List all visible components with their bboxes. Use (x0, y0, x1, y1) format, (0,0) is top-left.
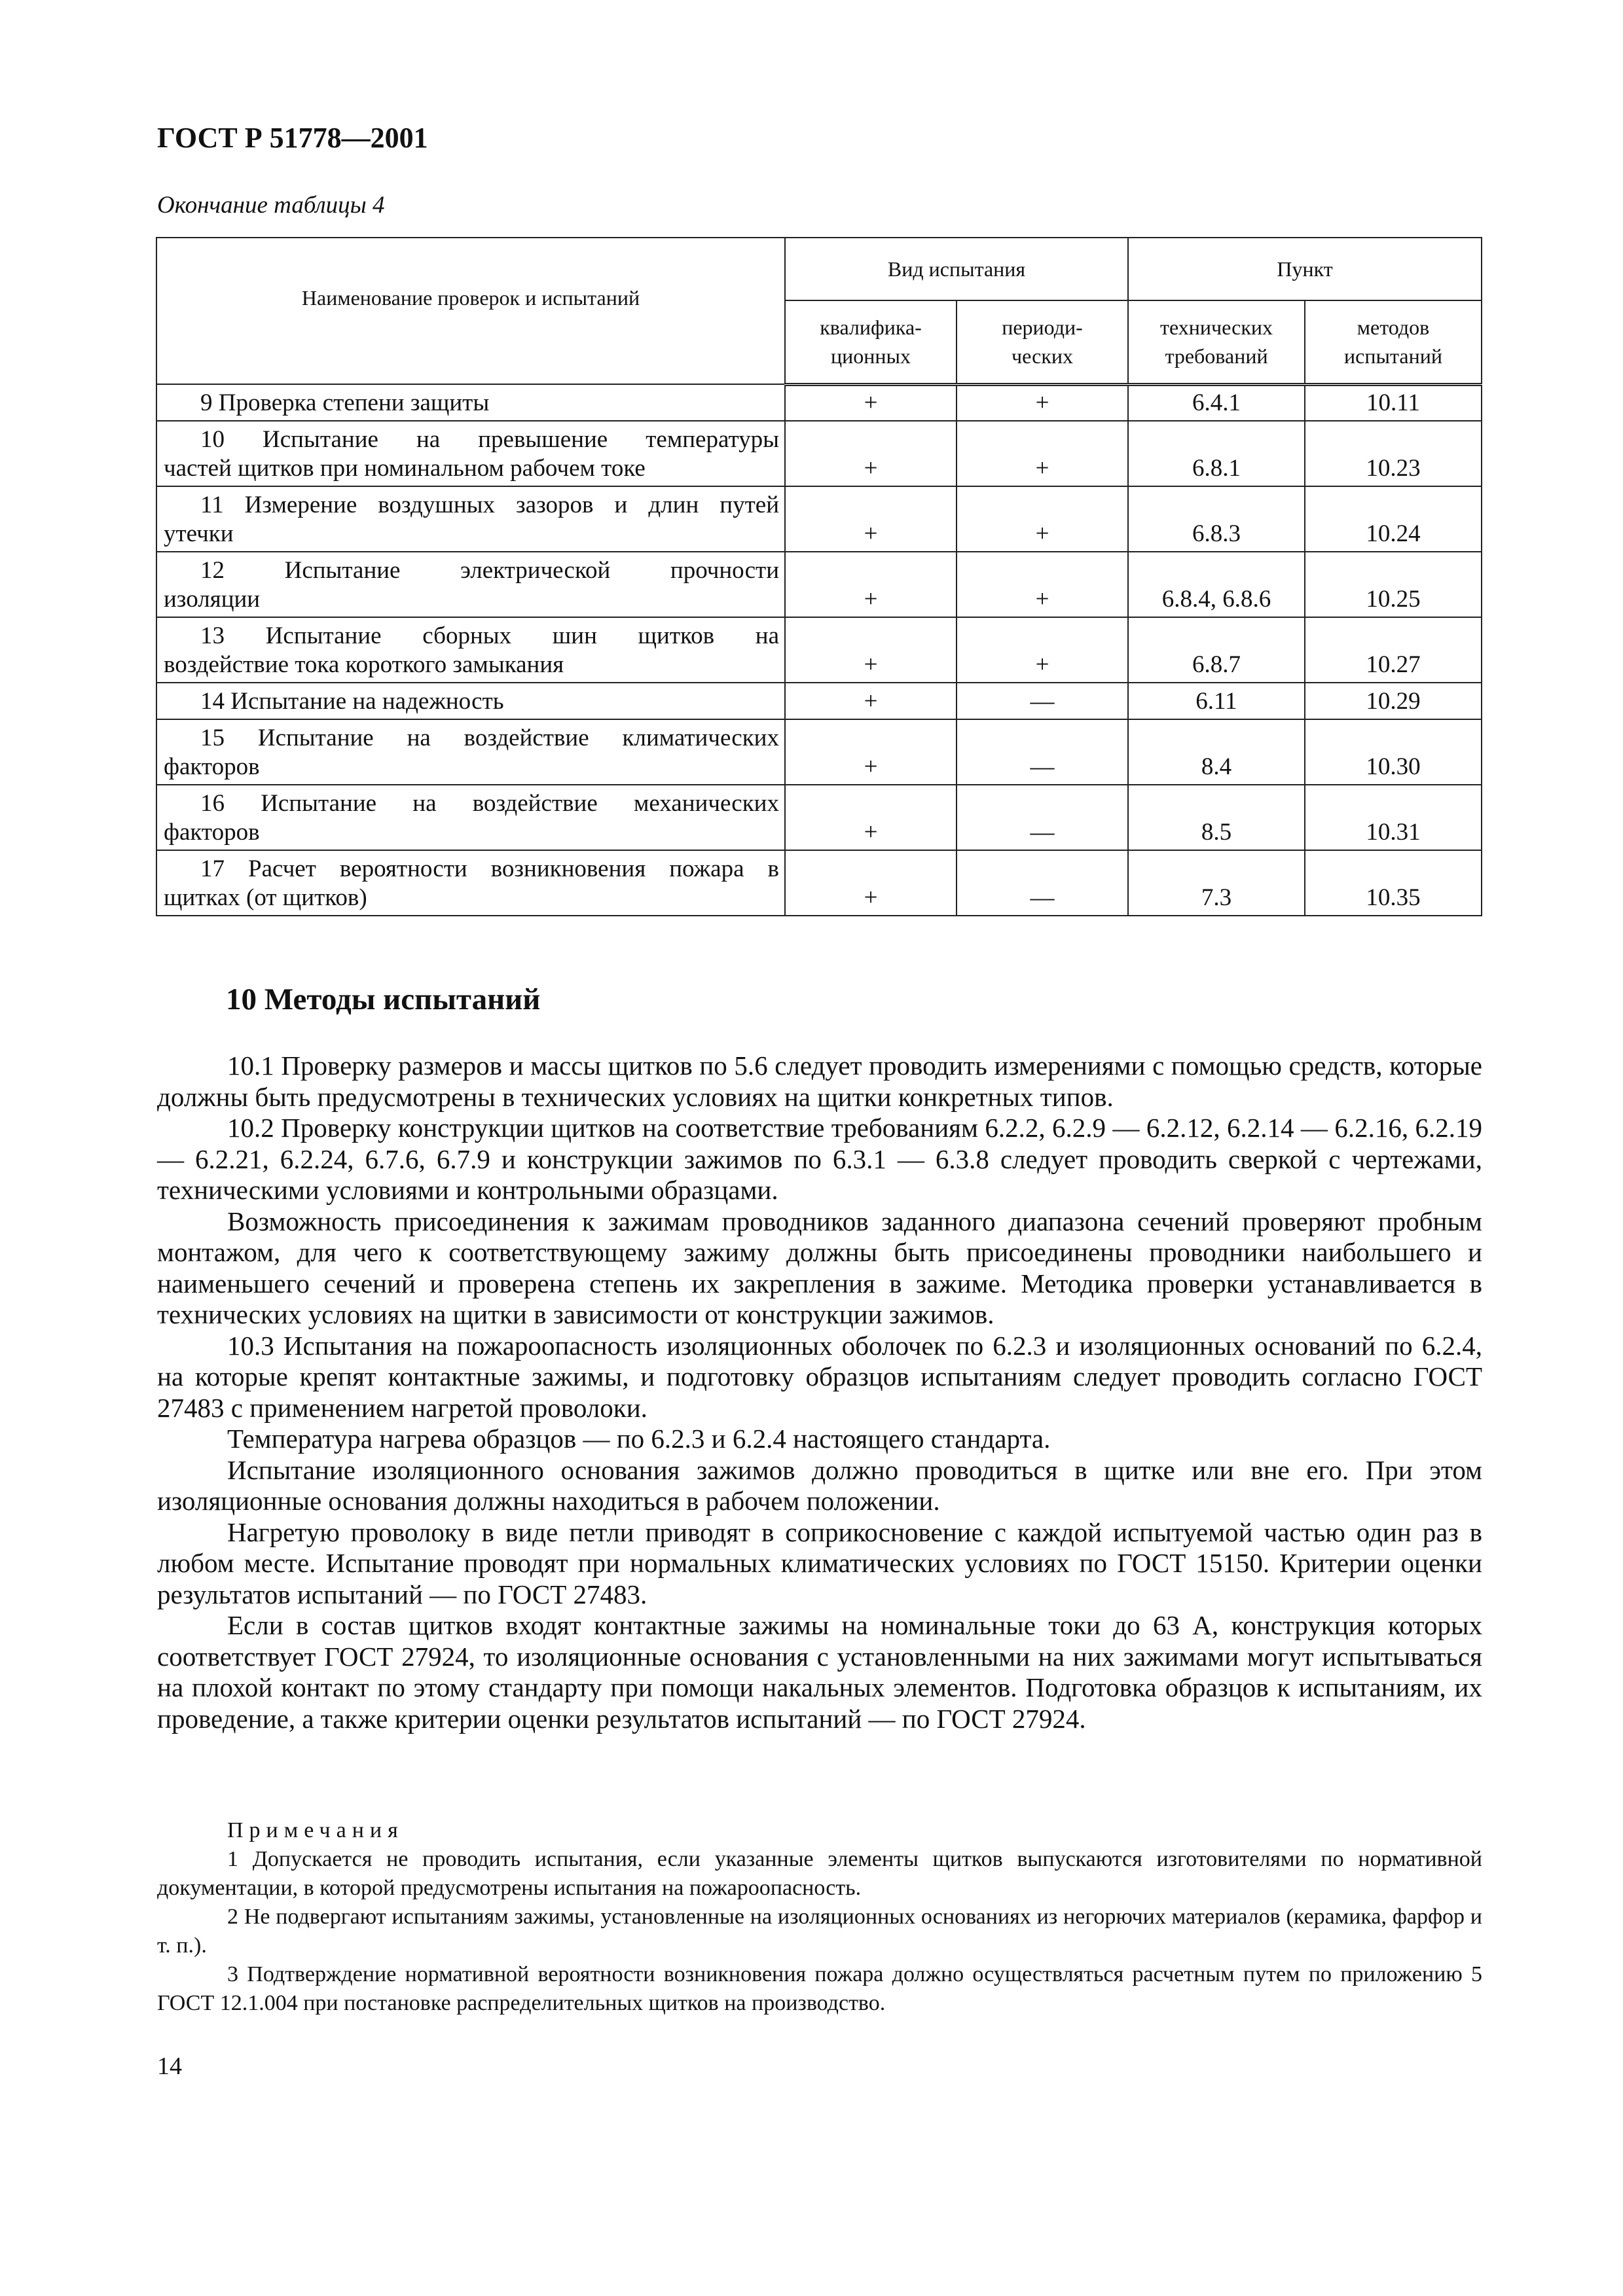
cell-test-name-line: 13 Испытание сборных шин щитков на (200, 622, 779, 649)
cell-test-name-line: 14 Испытание на надежность (200, 688, 504, 715)
cell-test-methods: 10.30 (1305, 719, 1482, 785)
cell-test-methods: 10.31 (1305, 785, 1482, 850)
cell-test-name-line: 9 Проверка степени защиты (200, 389, 490, 416)
paragraph: 10.3 Испытания на пожароопасность изоляционных оболочек по 6.2.3 и изоляционных оснований по 6.2.4, на которые крепят контактные зажимы, и подготовку образцов испытаниям следует проводить согласно ГОСТ 27483 с применением нагретой проволоки. (157, 1330, 1482, 1423)
cell-tech-requirements: 6.4.1 (1128, 384, 1305, 421)
cell-test-name (156, 617, 785, 683)
table-row (156, 617, 1482, 683)
cell-tech-requirements: 8.4 (1128, 719, 1305, 785)
cell-qualification: + (785, 421, 957, 486)
header-test-methods: методов испытаний (1305, 300, 1482, 384)
header-tech-requirements: технических требований (1128, 300, 1305, 384)
cell-test-name-line: факторов (164, 819, 260, 846)
cell-test-name-line: факторов (164, 753, 260, 780)
cell-test-name-line: изоляции (164, 586, 261, 613)
cell-test-name-line: 12 Испытание электрической прочности (200, 557, 779, 584)
cell-test-name-line: 11 Измерение воздушных зазоров и длин путей (200, 492, 779, 518)
cell-test-name-line: 15 Испытание на воздействие климатических (200, 725, 779, 751)
cell-test-methods: 10.27 (1305, 617, 1482, 683)
cell-periodic: — (957, 683, 1128, 719)
cell-test-name-line: 17 Расчет вероятности возникновения пожара в (200, 855, 779, 882)
cell-test-name (156, 552, 785, 617)
cell-qualification: + (785, 552, 957, 617)
cell-test-name (156, 421, 785, 486)
paragraph: Если в состав щитков входят контактные зажимы на номинальные токи до 63 А, конструкция которых соответствует ГОСТ 27924, то изоляционные основания с установленными на них зажимами могут испытываться на плохой контакт по этому стандарту при помощи накальных элементов. Подготовка образцов к испытаниям, их проведение, а также критерии оценки результатов испытаний — по ГОСТ 27924. (157, 1610, 1482, 1734)
cell-test-name (156, 683, 785, 719)
cell-test-methods: 10.23 (1305, 421, 1482, 486)
paragraph: Испытание изоляционного основания зажимов должно проводиться в щитке или вне его. При этом изоляционные основания должны находиться в рабочем положении. (157, 1454, 1482, 1516)
cell-periodic: — (957, 785, 1128, 850)
table-row (156, 719, 1482, 785)
cell-test-name (156, 850, 785, 916)
cell-periodic: + (957, 486, 1128, 552)
page-number: 14 (157, 2053, 182, 2080)
header-clause: Пункт (1128, 238, 1482, 300)
cell-test-name-line: щитках (от щитков) (164, 884, 367, 911)
cell-test-name (156, 486, 785, 552)
paragraph: Возможность присоединения к зажимам проводников заданного диапазона сечений проверяют пробным монтажом, для чего к соответствующему зажиму должны быть присоединены проводники наибольшего и наименьшего сечений и проверена степень их закрепления в зажиме. Методика проверки устанавливается в технических условиях на щитки в зависимости от конструкции зажимов. (157, 1206, 1482, 1329)
header-name: Наименование проверок и испытаний (156, 238, 785, 384)
table-row (156, 384, 1482, 421)
notes-block (157, 1816, 1482, 2018)
cell-test-name (156, 384, 785, 421)
cell-tech-requirements: 6.8.7 (1128, 617, 1305, 683)
cell-tech-requirements: 8.5 (1128, 785, 1305, 850)
cell-test-name (156, 785, 785, 850)
header-qualification: квалифика- ционных (785, 300, 957, 384)
cell-qualification: + (785, 384, 957, 421)
cell-periodic: + (957, 552, 1128, 617)
cell-test-name-line: утечки (164, 520, 234, 547)
cell-qualification: + (785, 683, 957, 719)
tests-table (156, 237, 1482, 916)
table-row (156, 421, 1482, 486)
table-caption: Окончание таблицы 4 (157, 192, 385, 219)
note-item: 2 Не подвергают испытаниям зажимы, установленные на изоляционных основаниях из негорючих материалов (керамика, фарфор и т. п.). (157, 1905, 1482, 1958)
note-item: 3 Подтверждение нормативной вероятности возникновения пожара должно осуществляться расчетным путем по приложению 5 ГОСТ 12.1.004 при постановке распределительных щитков на производство. (157, 1962, 1482, 2015)
cell-test-name-line: воздействие тока короткого замыкания (164, 651, 564, 678)
table-row (156, 785, 1482, 850)
table-row (156, 850, 1482, 916)
note-item: 1 Допускается не проводить испытания, если указанные элементы щитков выпускаются изготовителями по нормативной документации, в которой предусмотрены испытания на пожароопасность. (157, 1847, 1482, 1900)
paragraph: 10.2 Проверку конструкции щитков на соответствие требованиям 6.2.2, 6.2.9 — 6.2.12, 6.2.14 — 6.2.16, 6.2.19 — 6.2.21, 6.2.24, 6.7.6, 6.7.9 и конструкции зажимов по 6.3.1 — 6.3.8 следует проводить сверкой с чертежами, техническими условиями и контрольными образцами. (157, 1113, 1482, 1205)
cell-tech-requirements: 6.8.1 (1128, 421, 1305, 486)
cell-tech-requirements: 6.8.3 (1128, 486, 1305, 552)
cell-tech-requirements: 6.11 (1128, 683, 1305, 719)
cell-test-methods: 10.24 (1305, 486, 1482, 552)
cell-tech-requirements: 6.8.4, 6.8.6 (1128, 552, 1305, 617)
table-row (156, 683, 1482, 719)
header-test-type: Вид испытания (785, 238, 1128, 300)
cell-test-name-line: частей щитков при номинальном рабочем токе (164, 455, 646, 482)
paragraph: Температура нагрева образцов — по 6.2.3 и 6.2.4 настоящего стандарта. (227, 1424, 1051, 1454)
notes-title: Примечания (227, 1818, 404, 1842)
paragraph: Нагретую проволоку в виде петли приводят в соприкосновение с каждой испытуемой частью один раз в любом месте. Испытание проводят при нормальных климатических условиях по ГОСТ 15150. Критерии оценки результатов испытаний — по ГОСТ 27483. (157, 1516, 1482, 1609)
header-periodic: периоди- ческих (957, 300, 1128, 384)
section-title: 10 Методы испытаний (226, 982, 541, 1016)
cell-test-name-line: 10 Испытание на превышение температуры (200, 426, 779, 453)
cell-test-name (156, 719, 785, 785)
cell-qualification: + (785, 850, 957, 916)
cell-qualification: + (785, 719, 957, 785)
section-body (157, 1050, 1482, 1734)
paragraph: 10.1 Проверку размеров и массы щитков по 5.6 следует проводить измерениями с помощью средств, которые должны быть предусмотрены в технических условиях на щитки конкретных типов. (157, 1050, 1482, 1112)
cell-periodic: + (957, 421, 1128, 486)
cell-test-methods: 10.35 (1305, 850, 1482, 916)
cell-periodic: + (957, 617, 1128, 683)
cell-tech-requirements: 7.3 (1128, 850, 1305, 916)
cell-test-name-line: 16 Испытание на воздействие механических (200, 790, 779, 817)
cell-qualification: + (785, 486, 957, 552)
cell-periodic: — (957, 850, 1128, 916)
cell-test-methods: 10.29 (1305, 683, 1482, 719)
cell-periodic: + (957, 384, 1128, 421)
table-body (156, 384, 1482, 916)
cell-qualification: + (785, 785, 957, 850)
table-row (156, 552, 1482, 617)
cell-periodic: — (957, 719, 1128, 785)
document-code-header: ГОСТ Р 51778—2001 (157, 122, 428, 154)
cell-test-methods: 10.25 (1305, 552, 1482, 617)
cell-test-methods: 10.11 (1305, 384, 1482, 421)
table-row (156, 486, 1482, 552)
cell-qualification: + (785, 617, 957, 683)
